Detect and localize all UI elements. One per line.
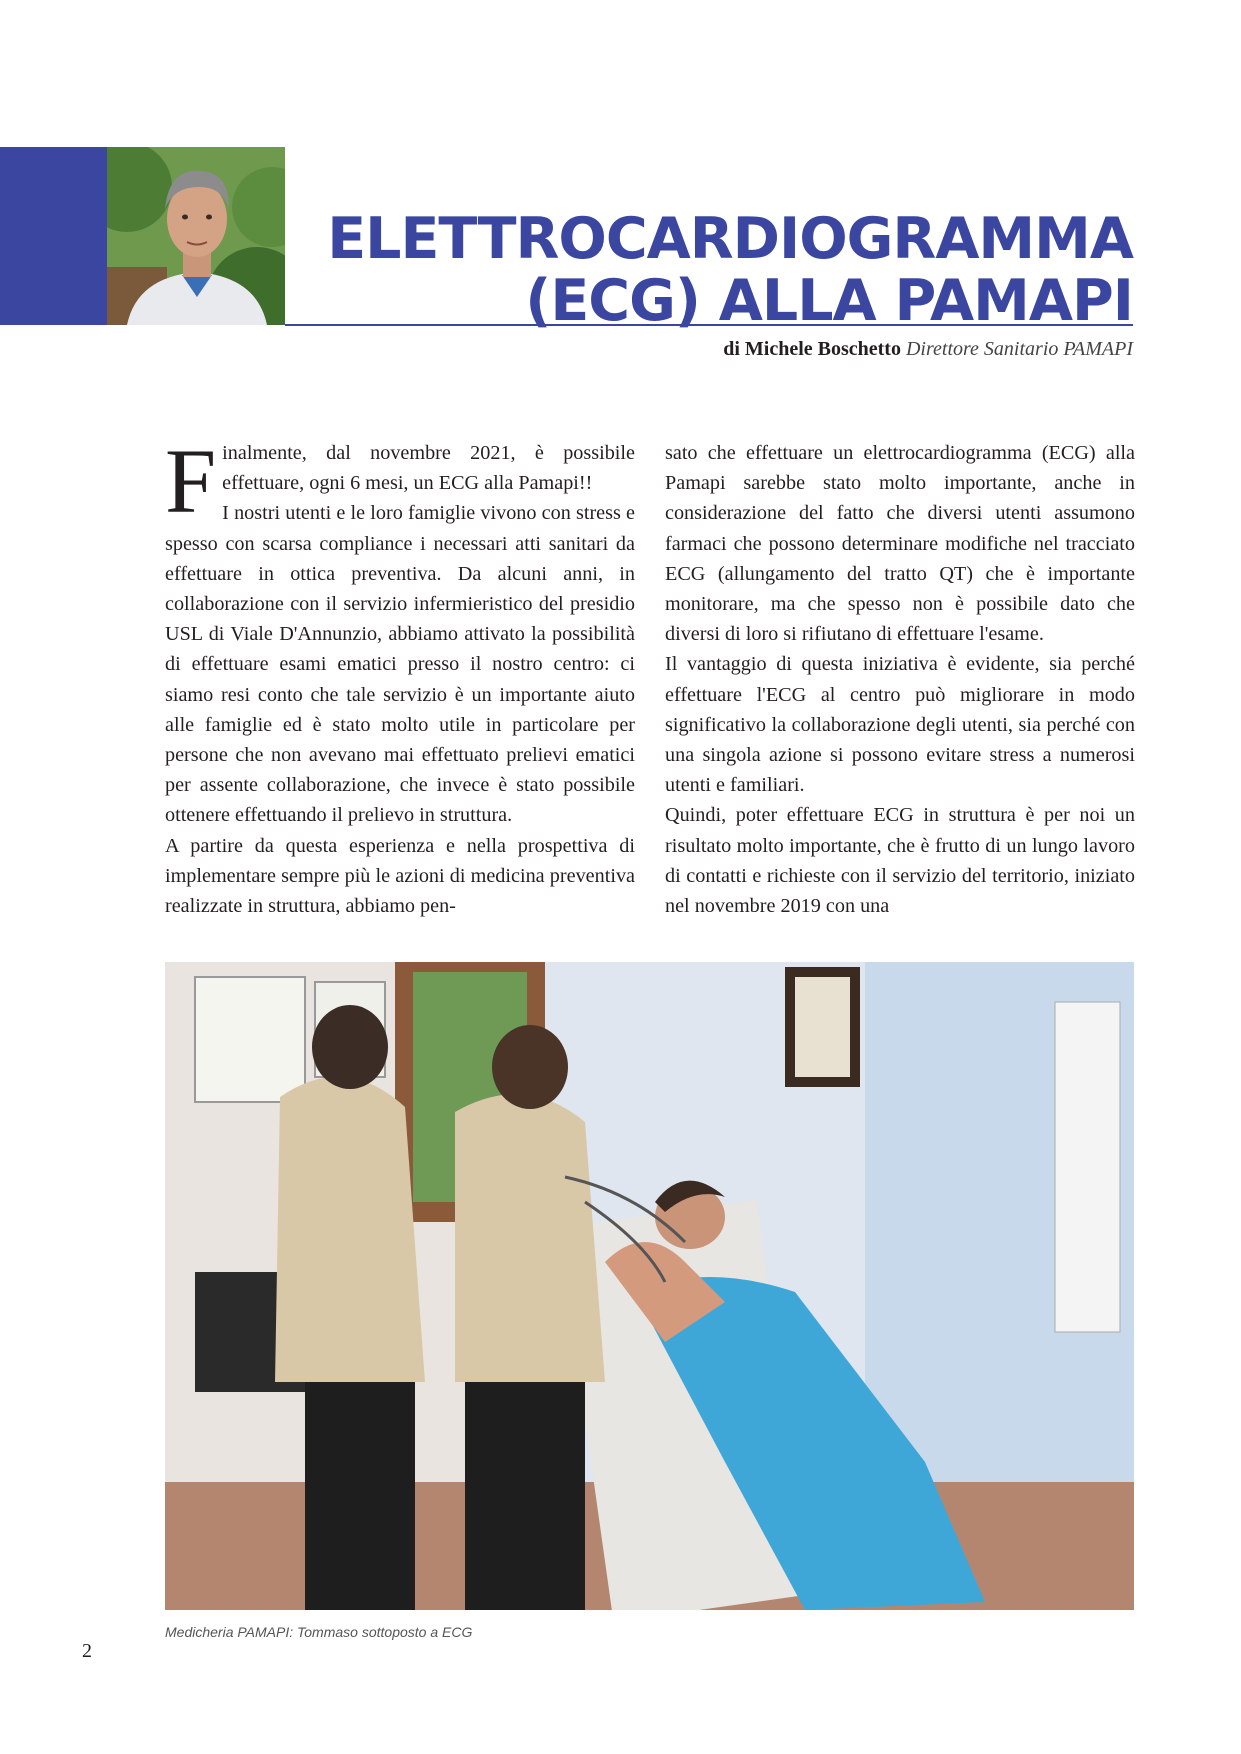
author-portrait	[107, 147, 285, 325]
byline	[723, 338, 1133, 361]
paragraph: sato che effettuare un elettrocardiogramma (ECG) alla Pamapi sarebbe stato molto importante, anche in considerazione del fatto che diversi utenti assumono farmaci che possono determinare modifiche nel tracciato ECG (allungamento del tratto QT) che è importante monitorare, ma che spesso non è possibile dato che diversi di loro si rifiutano di effettuare l'esame.	[665, 442, 1135, 646]
byline-author: Michele Boschetto	[744, 338, 901, 360]
paragraph	[165, 430, 635, 532]
paragraph: I nostri utenti e le loro famiglie vivono con stress e spesso con scarsa compliance i necessari atti sanitari da effettuare in ottica preventiva. Da alcuni anni, in collaborazione con il servizio infermieristico del presidio USL di Viale D'Annunzio, abbiamo attivato la possibilità di effettuare esami ematici presso il nostro centro: ci siamo resi conto che tale servizio è un importante aiuto alle famiglie ed è stato molto utile in particolare per persone che non avevano mai effettuato prelievi ematici per assente collaborazione, che invece è stato possibile ottenere effettuando il prelievo in struttura.	[165, 502, 635, 827]
paragraph-text: inalmente, dal novembre 2021, è possibile effettuare, ogni 6 mesi, un ECG alla Pamapi!!	[222, 442, 635, 495]
byline-role: Direttore Sanitario PAMAPI	[905, 338, 1133, 360]
paragraph: A partire da questa esperienza e nella prospettiva di implementare sempre più le azioni di medicina preventiva realizzate in struttura, abbiamo pen-	[165, 834, 635, 918]
article-column-left	[165, 430, 635, 921]
dropcap: F	[165, 430, 217, 532]
article-photo	[165, 962, 1134, 1610]
paragraph: Quindi, poter effettuare ECG in struttura è per noi un risultato molto importante, che è frutto di un lungo lavoro di contatti e richieste con il servizio del territorio, iniziato nel novembre 2019 con una	[665, 804, 1135, 918]
article-column-right	[665, 438, 1135, 921]
photo-caption: Medicheria PAMAPI: Tommaso sottoposto a ECG	[165, 1624, 473, 1640]
page-number: 2	[82, 1640, 92, 1662]
header-accent-bar	[0, 147, 107, 325]
paragraph: Il vantaggio di questa iniziativa è evidente, sia perché effettuare l'ECG al centro può migliorare in modo significativo la collaborazione degli utenti, sia perché con una singola azione si possono evitare stress a numerosi utenti e familiari.	[665, 653, 1135, 797]
title-line-2: (ECG) ALLA PAMAPI	[525, 268, 1133, 334]
byline-prefix: di	[723, 338, 745, 360]
article-title	[327, 208, 1133, 332]
title-line-1: ELETTROCARDIOGRAMMA	[327, 206, 1133, 272]
